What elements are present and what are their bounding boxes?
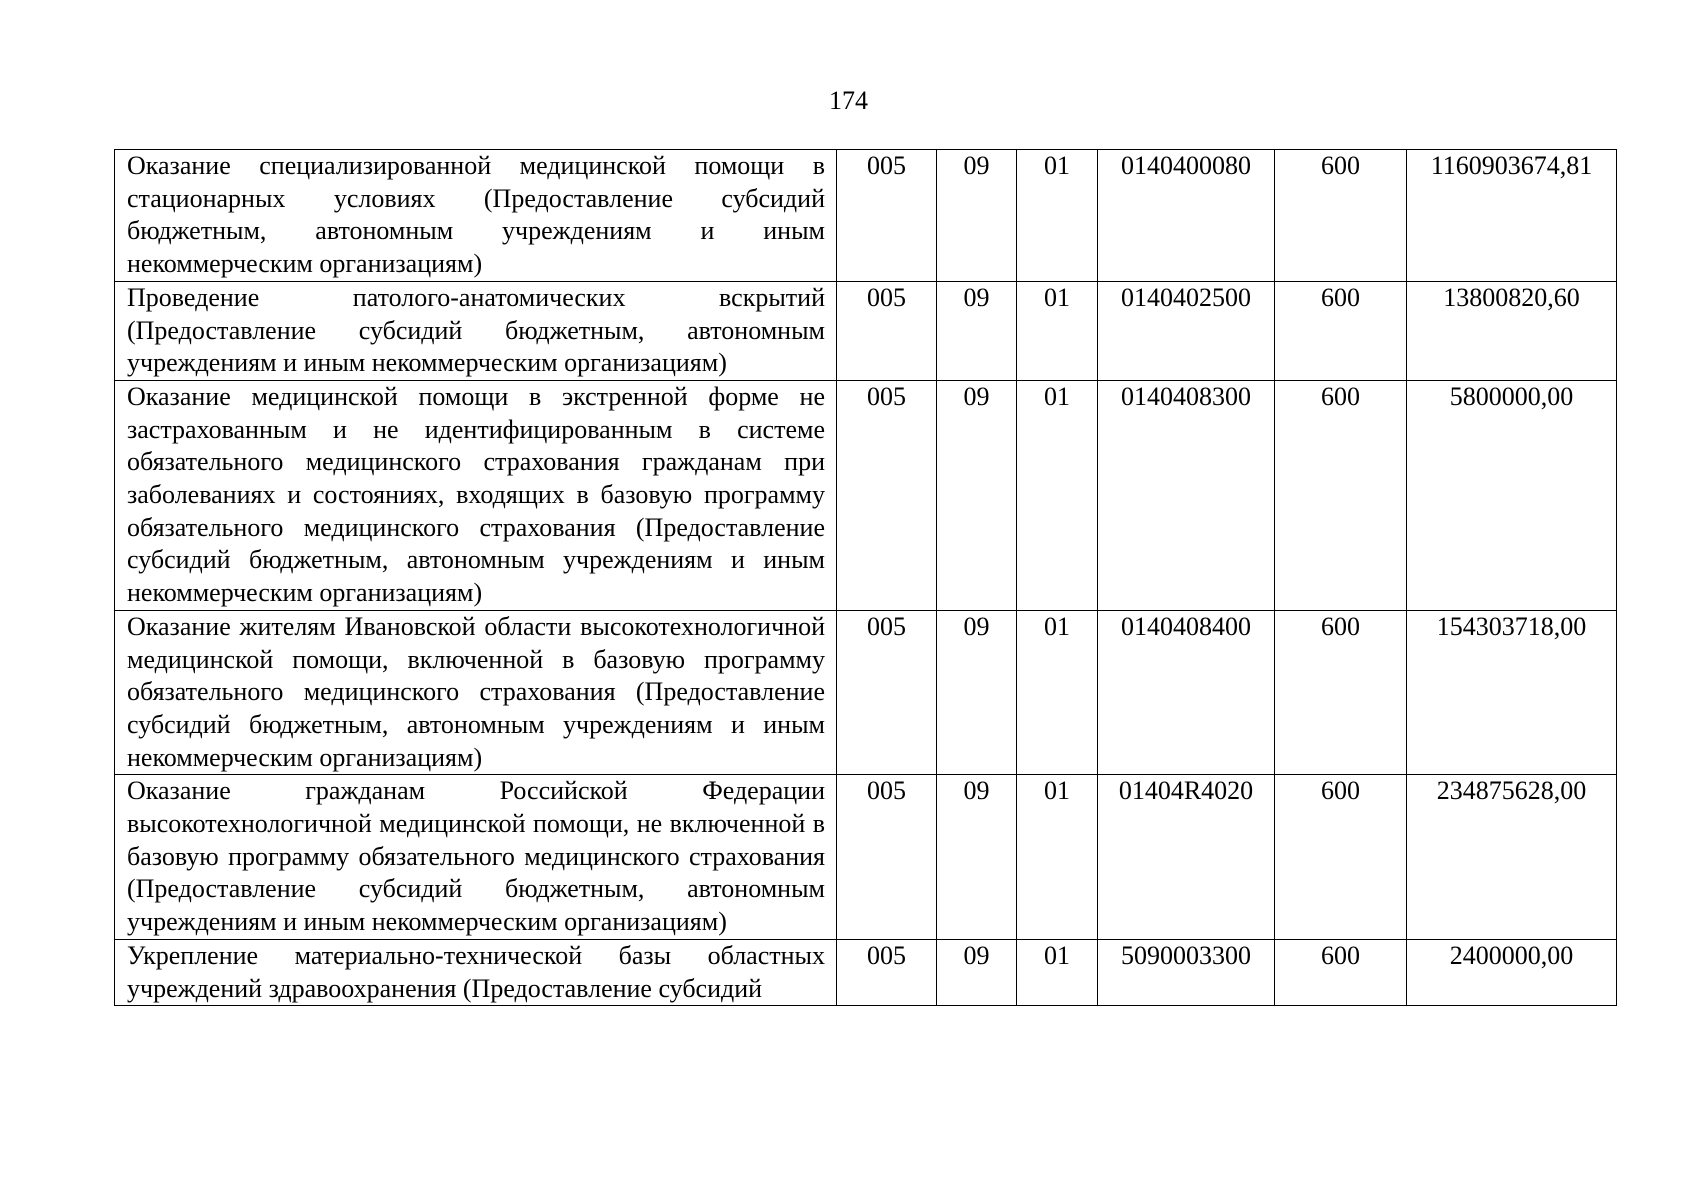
target-article-cell: 0140402500 [1098, 281, 1275, 380]
amount-cell: 234875628,00 [1407, 775, 1617, 940]
description-cell: Оказание жителям Ивановской области высокотехнологичной медицинской помощи, включенной в базовую программу обязательного медицинского страхования (Предоставление субсидий бюджетным, автономным учреждениям и иным некоммерческим организациям) [115, 610, 837, 775]
description-cell: Оказание медицинской помощи в экстренной форме не застрахованным и не идентифицированным в системе обязательного медицинского страхования гражданам при заболеваниях и состояниях, входящих в базовую программу обязательного медицинского страхования (Предоставление субсидий бюджетным, автономным учреждениям и иным некоммерческим организациям) [115, 380, 837, 610]
expense-type-cell: 600 [1275, 380, 1407, 610]
target-article-cell: 0140400080 [1098, 150, 1275, 282]
target-article-cell: 0140408400 [1098, 610, 1275, 775]
expense-type-cell: 600 [1275, 775, 1407, 940]
subsection-code-cell: 01 [1017, 610, 1098, 775]
amount-cell: 5800000,00 [1407, 380, 1617, 610]
subsection-code-cell: 01 [1017, 775, 1098, 940]
table-row [115, 610, 1617, 775]
ministry-code-cell: 005 [837, 610, 937, 775]
description-cell: Оказание специализированной медицинской помощи в стационарных условиях (Предоставление субсидий бюджетным, автономным учреждениям и иным некоммерческим организациям) [115, 150, 837, 282]
expense-type-cell: 600 [1275, 610, 1407, 775]
amount-cell: 1160903674,81 [1407, 150, 1617, 282]
section-code-cell: 09 [937, 939, 1017, 1005]
ministry-code-cell: 005 [837, 281, 937, 380]
budget-table [114, 149, 1617, 1006]
description-cell: Оказание гражданам Российской Федерации высокотехнологичной медицинской помощи, не включенной в базовую программу обязательного медицинского страхования (Предоставление субсидий бюджетным, автономным учреждениям и иным некоммерческим организациям) [115, 775, 837, 940]
subsection-code-cell: 01 [1017, 380, 1098, 610]
ministry-code-cell: 005 [837, 380, 937, 610]
table-row [115, 380, 1617, 610]
subsection-code-cell: 01 [1017, 281, 1098, 380]
ministry-code-cell: 005 [837, 150, 937, 282]
subsection-code-cell: 01 [1017, 939, 1098, 1005]
table-row [115, 775, 1617, 940]
description-cell: Проведение патолого-анатомических вскрытий (Предоставление субсидий бюджетным, автономным учреждениям и иным некоммерческим организациям) [115, 281, 837, 380]
target-article-cell: 5090003300 [1098, 939, 1275, 1005]
target-article-cell: 0140408300 [1098, 380, 1275, 610]
section-code-cell: 09 [937, 775, 1017, 940]
amount-cell: 154303718,00 [1407, 610, 1617, 775]
amount-cell: 13800820,60 [1407, 281, 1617, 380]
section-code-cell: 09 [937, 150, 1017, 282]
table-row [115, 939, 1617, 1005]
table-row [115, 281, 1617, 380]
page-number: 174 [829, 86, 868, 115]
target-article-cell: 01404R4020 [1098, 775, 1275, 940]
subsection-code-cell: 01 [1017, 150, 1098, 282]
amount-cell: 2400000,00 [1407, 939, 1617, 1005]
section-code-cell: 09 [937, 380, 1017, 610]
expense-type-cell: 600 [1275, 939, 1407, 1005]
ministry-code-cell: 005 [837, 939, 937, 1005]
ministry-code-cell: 005 [837, 775, 937, 940]
table-row [115, 150, 1617, 282]
expense-type-cell: 600 [1275, 281, 1407, 380]
section-code-cell: 09 [937, 610, 1017, 775]
expense-type-cell: 600 [1275, 150, 1407, 282]
description-cell: Укрепление материально-технической базы областных учреждений здравоохранения (Предоставление субсидий [115, 939, 837, 1005]
section-code-cell: 09 [937, 281, 1017, 380]
